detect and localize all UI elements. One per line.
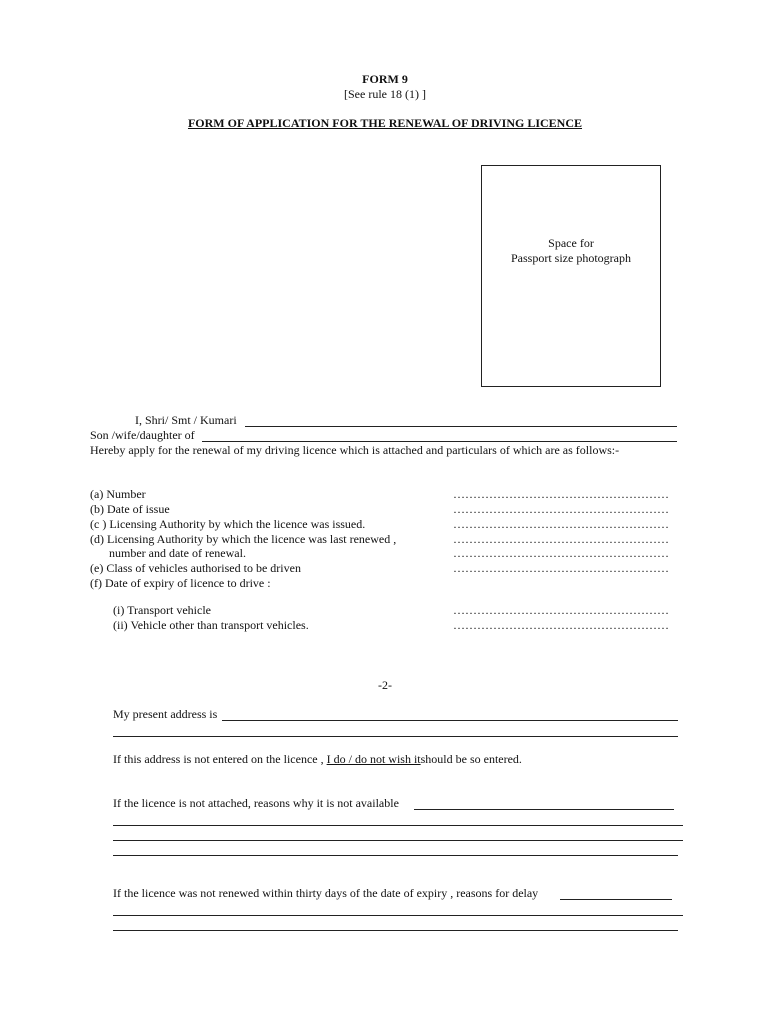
address-note-before: If this address is not entered on the licence , [113,752,324,766]
vehicle-class-field[interactable]: ……………………………………………… [453,561,669,575]
not-attached-field-line1[interactable] [414,809,674,810]
not-attached-field-line3[interactable] [113,840,683,841]
non-transport-vehicle-label: (ii) Vehicle other than transport vehicles. [113,618,309,632]
address-label: My present address is [113,707,218,721]
parent-field[interactable] [202,441,677,442]
address-note-choice[interactable]: I do / do not wish it [326,752,421,766]
form-number: FORM 9 [362,72,408,86]
particular-authority-renewed-label: (d) Licensing Authority by which the licence was last renewed , [90,532,397,546]
particular-date-issue-label: (b) Date of issue [90,502,170,516]
address-note [113,752,522,767]
particular-number-label: (a) Number [90,487,146,501]
particular-vehicle-class-label: (e) Class of vehicles authorised to be driven [90,561,301,575]
apply-statement: Hereby apply for the renewal of my driving licence which is attached and particulars of which are as follows:- [90,443,620,457]
not-attached-field-line4[interactable] [113,855,678,856]
authority-issued-field[interactable]: ……………………………………………… [453,517,669,531]
particular-renewal-date-label: number and date of renewal. [109,546,246,560]
non-transport-expiry-field[interactable]: ……………………………………………… [453,618,669,632]
address-field-line1[interactable] [222,720,678,721]
photograph-box [481,165,661,387]
parent-label: Son /wife/daughter of [90,428,195,442]
rule-reference: [See rule 18 (1) ] [344,87,426,101]
transport-vehicle-label: (i) Transport vehicle [113,603,211,617]
particular-authority-issued-label: (c ) Licensing Authority by which the licence was issued. [90,517,366,531]
number-field[interactable]: ……………………………………………… [453,487,669,501]
renewal-date-field[interactable]: ……………………………………………… [453,546,669,560]
authority-renewed-field[interactable]: ……………………………………………… [453,532,669,546]
transport-expiry-field[interactable]: ……………………………………………… [453,603,669,617]
photo-box-line1: Space for [548,236,594,250]
delay-field-line3[interactable] [113,930,678,931]
name-label: I, Shri/ Smt / Kumari [135,413,237,427]
particular-expiry-label: (f) Date of expiry of licence to drive : [90,576,271,590]
photo-box-line2: Passport size photograph [511,251,631,265]
name-field[interactable] [245,426,677,427]
delay-label: If the licence was not renewed within thirty days of the date of expiry , reasons for delay [113,886,539,900]
form-title: FORM OF APPLICATION FOR THE RENEWAL OF DRIVING LICENCE [187,116,583,130]
address-field-line2[interactable] [113,736,678,737]
address-note-after: should be so entered. [420,752,522,766]
delay-field-line1[interactable] [560,899,672,900]
delay-field-line2[interactable] [113,915,683,916]
not-attached-label: If the licence is not attached, reasons why it is not available [113,796,399,810]
not-attached-field-line2[interactable] [113,825,683,826]
date-issue-field[interactable]: ……………………………………………… [453,502,669,516]
page-number: -2- [378,678,392,692]
